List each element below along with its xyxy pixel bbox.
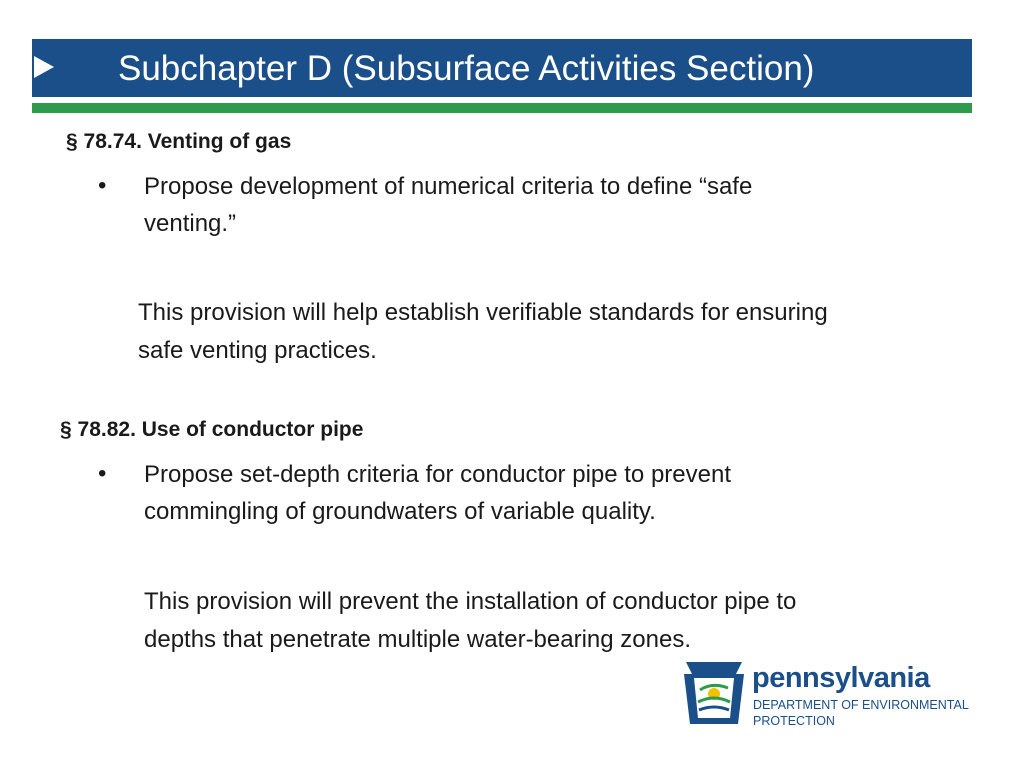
title-bar bbox=[32, 39, 972, 97]
bullet-conductor-pipe bbox=[144, 456, 904, 530]
bullet-venting-line2: venting.” bbox=[144, 210, 237, 237]
section-heading-venting: § 78.74. Venting of gas bbox=[66, 130, 292, 153]
note-conductor-line1: This provision will prevent the installation of conductor pipe to bbox=[144, 588, 797, 615]
slide-title: Subchapter D (Subsurface Activities Section) bbox=[118, 49, 815, 88]
logo-department: DEPARTMENT OF ENVIRONMENTAL bbox=[753, 698, 969, 712]
bullet-dot: • bbox=[98, 172, 107, 199]
pa-dep-logo bbox=[682, 660, 982, 730]
bullet-dot: • bbox=[98, 460, 107, 487]
note-venting-line2: safe venting practices. bbox=[138, 337, 377, 364]
note-venting-line1: This provision will help establish verifiable standards for ensuring bbox=[138, 299, 828, 326]
logo-protection: PROTECTION bbox=[753, 714, 835, 728]
note-conductor-line2: depths that penetrate multiple water-bearing zones. bbox=[144, 626, 691, 653]
bullet-conductor-line1: Propose set-depth criteria for conductor pipe to prevent bbox=[144, 461, 731, 488]
bullet-conductor-line2: commingling of groundwaters of variable quality. bbox=[144, 498, 656, 525]
note-conductor-pipe bbox=[144, 583, 984, 659]
keystone-logo-icon bbox=[682, 660, 746, 726]
logo-wordmark: pennsylvania bbox=[752, 662, 930, 694]
bullet-venting-line1: Propose development of numerical criteria to define “safe bbox=[144, 173, 753, 200]
bullet-venting bbox=[144, 168, 904, 242]
title-divider bbox=[32, 103, 972, 113]
note-venting bbox=[138, 294, 988, 370]
arrow-right-icon bbox=[34, 56, 54, 78]
section-heading-conductor-pipe: § 78.82. Use of conductor pipe bbox=[60, 418, 364, 441]
